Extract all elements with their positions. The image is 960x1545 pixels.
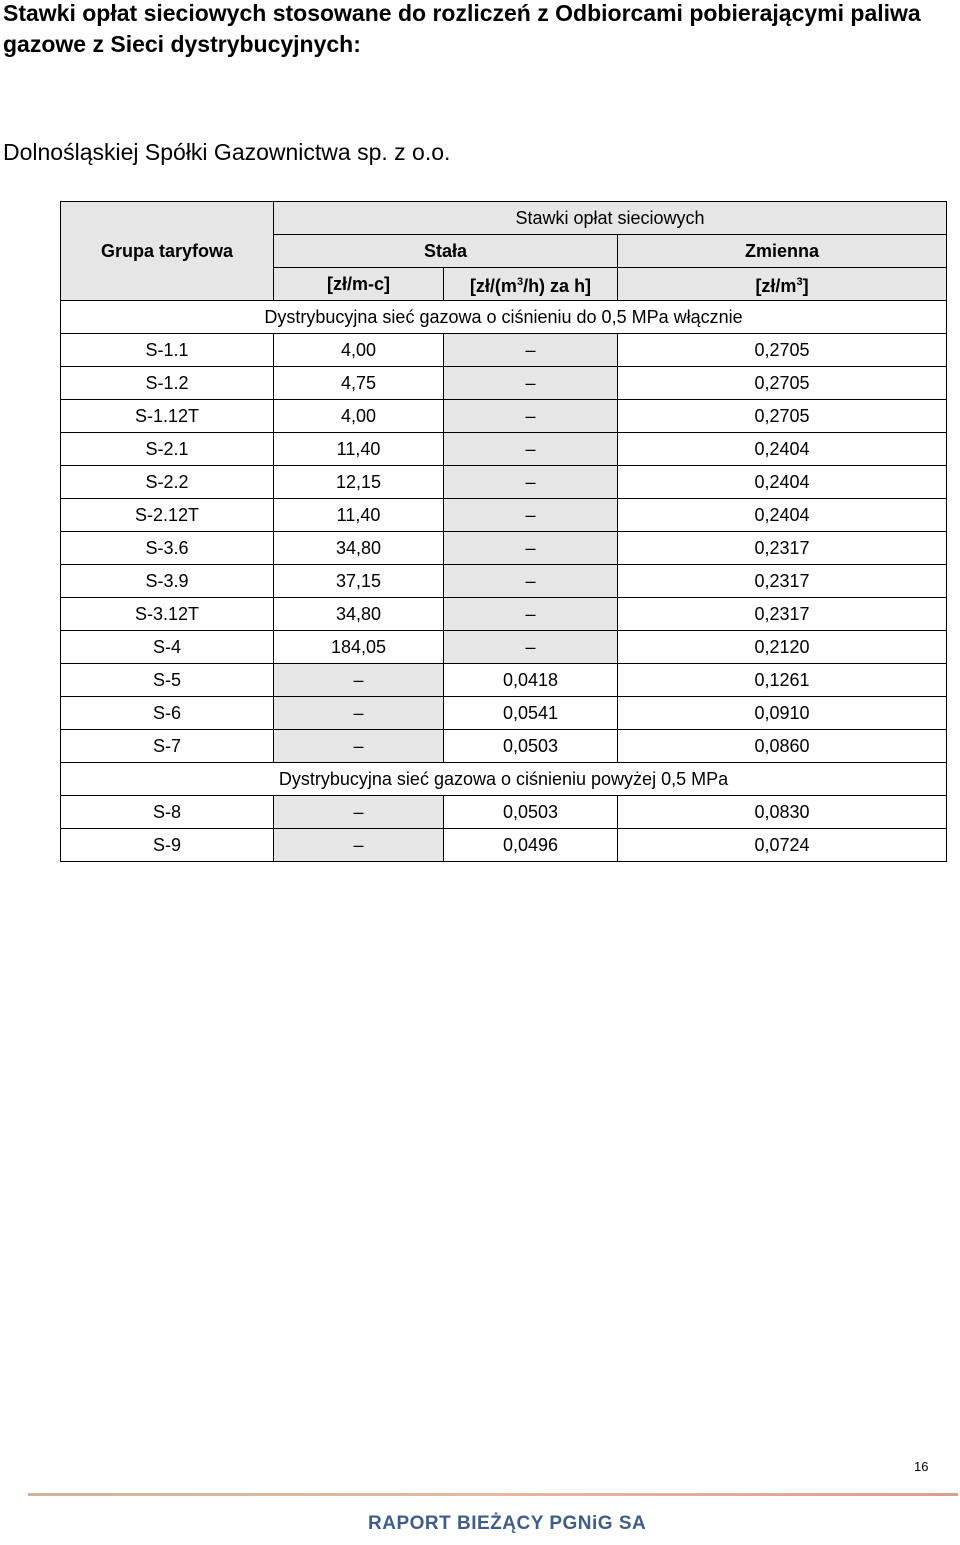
table-row: [61, 499, 947, 532]
cell-month: 11,40: [274, 433, 444, 466]
cell-m3: 0,2705: [618, 400, 947, 433]
cell-group: S‑2.12T: [61, 499, 274, 532]
unit-month: [zł/m-c]: [274, 268, 444, 301]
table-row: [61, 334, 947, 367]
cell-hour: –: [444, 532, 618, 565]
cell-group: S‑7: [61, 730, 274, 763]
unit-m3-suffix: ]: [802, 276, 809, 296]
cell-month: 12,15: [274, 466, 444, 499]
cell-group: S‑8: [61, 796, 274, 829]
cell-m3: 0,2404: [618, 466, 947, 499]
unit-hour-suffix: /h) za h]: [523, 276, 592, 296]
cell-m3: 0,2705: [618, 334, 947, 367]
cell-group: S‑4: [61, 631, 274, 664]
cell-group: S‑1.1: [61, 334, 274, 367]
cell-hour: –: [444, 367, 618, 400]
header-fixed: Stała: [274, 235, 618, 268]
tariff-table: [60, 201, 947, 862]
cell-m3: 0,2317: [618, 532, 947, 565]
table-row: [61, 829, 947, 862]
table-row: [61, 466, 947, 499]
cell-group: S‑3.6: [61, 532, 274, 565]
unit-m3-prefix: [zł/m: [755, 276, 797, 296]
cell-hour: –: [444, 631, 618, 664]
cell-month: 37,15: [274, 565, 444, 598]
header-rates: Stawki opłat sieciowych: [274, 202, 947, 235]
unit-m3-sup: 3: [796, 276, 803, 288]
section-row-2: [61, 763, 947, 796]
cell-hour: 0,0496: [444, 829, 618, 862]
cell-month: 4,00: [274, 400, 444, 433]
cell-m3: 0,2317: [618, 565, 947, 598]
cell-month: –: [274, 697, 444, 730]
cell-hour: –: [444, 499, 618, 532]
cell-m3: 0,0860: [618, 730, 947, 763]
cell-group: S‑5: [61, 664, 274, 697]
cell-month: –: [274, 730, 444, 763]
cell-m3: 0,2705: [618, 367, 947, 400]
unit-m3: [618, 268, 947, 301]
unit-hour: [444, 268, 618, 301]
table-row: [61, 697, 947, 730]
cell-hour: 0,0503: [444, 796, 618, 829]
table-row: [61, 400, 947, 433]
cell-group: S‑1.2: [61, 367, 274, 400]
table-row: [61, 565, 947, 598]
table-row: [61, 796, 947, 829]
page-title: Stawki opłat sieciowych stosowane do rozliczeń z Odbiorcami pobierającymi paliwa gazowe z Sieci dystrybucyjnych:: [3, 0, 921, 57]
cell-month: –: [274, 796, 444, 829]
header-row-1: [61, 202, 947, 235]
cell-group: S‑2.2: [61, 466, 274, 499]
section-heading-high-pressure: Dystrybucyjna sieć gazowa o ciśnieniu powyżej 0,5 MPa: [61, 763, 947, 796]
page-number: 16: [914, 1459, 929, 1474]
table-row: [61, 433, 947, 466]
section-heading-low-pressure: Dystrybucyjna sieć gazowa o ciśnieniu do 0,5 MPa włącznie: [61, 301, 947, 334]
cell-month: 4,75: [274, 367, 444, 400]
cell-month: 184,05: [274, 631, 444, 664]
cell-m3: 0,0910: [618, 697, 947, 730]
table-row: [61, 532, 947, 565]
section-row-1: [61, 301, 947, 334]
cell-hour: 0,0541: [444, 697, 618, 730]
cell-hour: 0,0503: [444, 730, 618, 763]
cell-m3: 0,2404: [618, 433, 947, 466]
cell-hour: –: [444, 433, 618, 466]
cell-group: S‑1.12T: [61, 400, 274, 433]
cell-group: S‑6: [61, 697, 274, 730]
cell-hour: –: [444, 598, 618, 631]
cell-hour: –: [444, 400, 618, 433]
cell-month: 11,40: [274, 499, 444, 532]
cell-month: –: [274, 664, 444, 697]
table-row: [61, 367, 947, 400]
cell-group: S‑2.1: [61, 433, 274, 466]
cell-m3: 0,1261: [618, 664, 947, 697]
cell-hour: 0,0418: [444, 664, 618, 697]
cell-group: S‑3.9: [61, 565, 274, 598]
cell-hour: –: [444, 334, 618, 367]
cell-month: –: [274, 829, 444, 862]
table-row: [61, 598, 947, 631]
unit-hour-prefix: [zł/(m: [469, 276, 517, 296]
table-row: [61, 631, 947, 664]
cell-month: 34,80: [274, 598, 444, 631]
footer-divider: [28, 1493, 958, 1496]
cell-month: 4,00: [274, 334, 444, 367]
cell-group: S‑9: [61, 829, 274, 862]
header-group: Grupa taryfowa: [61, 202, 274, 301]
cell-hour: –: [444, 565, 618, 598]
cell-group: S‑3.12T: [61, 598, 274, 631]
cell-m3: 0,0830: [618, 796, 947, 829]
cell-m3: 0,0724: [618, 829, 947, 862]
table-row: [61, 664, 947, 697]
cell-hour: –: [444, 466, 618, 499]
cell-m3: 0,2404: [618, 499, 947, 532]
header-variable: Zmienna: [618, 235, 947, 268]
company-name: Dolnośląskiej Spółki Gazownictwa sp. z o.o.: [3, 139, 451, 165]
table-row: [61, 730, 947, 763]
unit-hour-sup: 3: [516, 276, 524, 288]
cell-month: 34,80: [274, 532, 444, 565]
footer-brand: RAPORT BIEŻĄCY PGNiG SA: [368, 1513, 647, 1534]
cell-m3: 0,2120: [618, 631, 947, 664]
cell-m3: 0,2317: [618, 598, 947, 631]
